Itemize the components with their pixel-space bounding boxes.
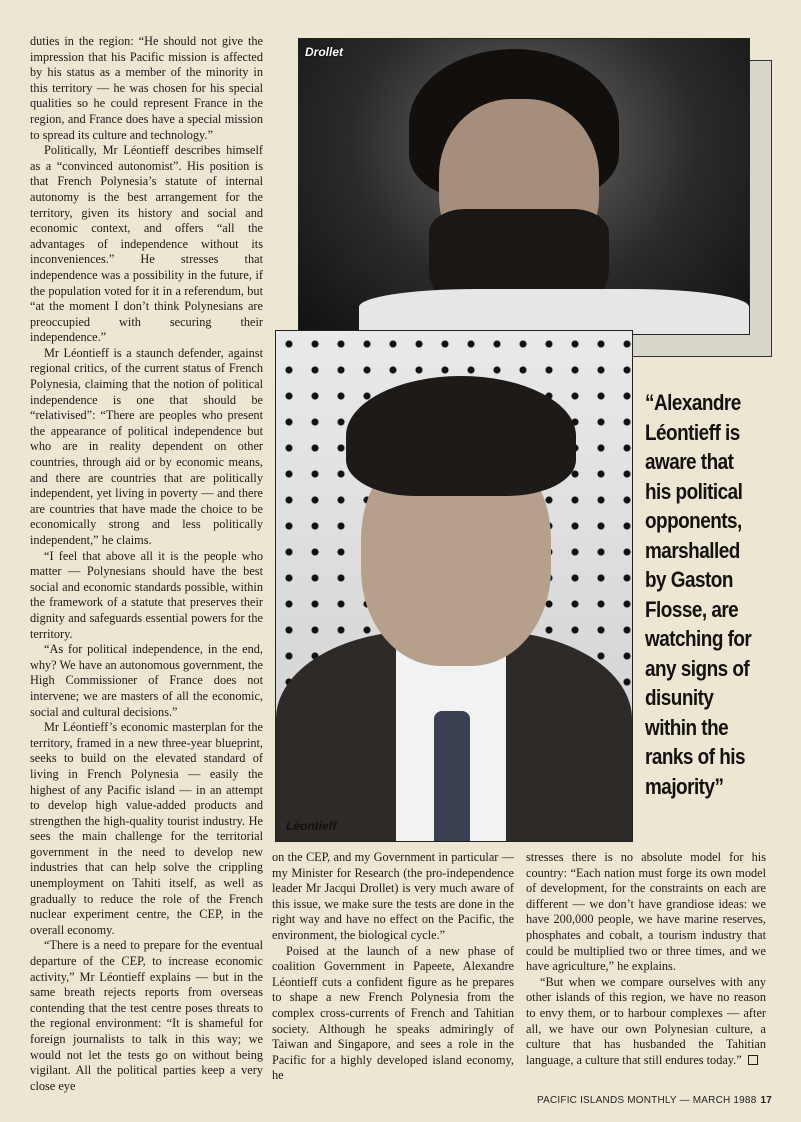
paragraph: on the CEP, and my Government in particular — my Minister for Research (the pro-independence leader Mr Jacqui Drollet) is very much aware of this issue, we make sure the tests are done in the right way and have no effect on the Pacific, the environment, the biological cycle.” <box>272 850 514 942</box>
hair-shape <box>346 376 576 496</box>
shirt-shape <box>359 289 749 335</box>
article-column-2 <box>272 850 514 1095</box>
paragraph: “There is a need to prepare for the eventual departure of the CEP, to increase economic activity,” Mr Léontieff explains — but in the same breath rejects reports from overseas contending that the test centre poses threats to the regional environment: “It is shameful for foreign journalists to talk in this way; we would not let the tests go on without being vigilant. All the political parties keep a very close eye <box>30 938 263 1093</box>
article-column-1 <box>30 34 263 1094</box>
tie-shape <box>434 711 470 842</box>
paragraph: stresses there is no absolute model for his country: “Each nation must forge its own model of development, for the constraints on each are different — we don’t have grandiose ideas: we have 200,000 people, we have marine reserves, phosphates and cobalt, a tourism industry that could be multiplied two or three times, and we have agriculture,” he explains. <box>526 850 766 974</box>
paragraph: “As for political independence, in the end, why? We have an autonomous government, the High Commissioner of France does not intervene; we are masters of all the economic, social and cultural decisions.” <box>30 642 263 719</box>
page-footer <box>536 1095 772 1106</box>
page-number: 17 <box>760 1095 772 1106</box>
pull-quote: “Alexandre Léontieff is aware that his political opponents, marshalled by Gaston Flosse, are watching for any signs of disunity within the ranks of his majority” <box>645 390 752 799</box>
paragraph: Mr Léontieff is a staunch defender, against regional critics, of the current status of French Polynesia, claiming that the notion of political independence is one that should be “relativised”: “There are peoples who present the appearance of political independence but who are in reality dependent on other countries, through aid or by economic means, and there are countries that are politically independent, yet living in poverty — and there are countries that have made the choice to be economically strong and less politically independent,” he claims. <box>30 345 263 547</box>
paragraph-text: “But when we compare ourselves with any other islands of this region, we have no reason to envy them, or to harbour complexes — after all, we have our own Polynesian culture, a culture that has husbanded the Tahitian language, a culture that still endures today.” <box>526 974 766 1067</box>
paragraph: Politically, Mr Léontieff describes himself as a “convinced autonomist”. His position is that French Polynesia’s statute of internal autonomy is the best arrangement for the territory, given its history and social and economic context, and offers “all the advantages of independence without its inconveniences.” He stresses that independence was a possibility in the future, if the population voted for it in a referendum, but “at the moment I don’t think Polynesians are preoccupied with securing their independence.” <box>30 143 263 345</box>
photo-leontieff <box>275 330 633 842</box>
paragraph: “I feel that above all it is the people who matter — Polynesians should have the best social and economic standards possible, within the framework of a statute that preserves their dignity and safeguards essential powers for the territory. <box>30 548 263 641</box>
paragraph: Poised at the launch of a new phase of coalition Government in Papeete, Alexandre Léontieff cuts a confident figure as he prepares to shape a new French Polynesia from the complex cross-currents of French and Tahitian society. Although he speaks admiringly of Taiwan and Singapore, and sees a role in the Pacific for a highly developed island economy, he <box>272 943 514 1083</box>
photo-drollet <box>298 38 750 335</box>
article-column-3 <box>526 850 766 1095</box>
end-mark-icon <box>748 1055 758 1065</box>
publication-line: PACIFIC ISLANDS MONTHLY — MARCH 1988 <box>536 1095 757 1106</box>
paragraph: Mr Léontieff’s economic masterplan for the territory, framed in a new three-year blueprint, seeks to build on the elevated standard of living in French Polynesia — easily the highest of any Pacific island — in an attempt to develop high value-added products and strengthen the high-quality tourist industry. He sees the main challenge for the territorial government in the need to develop new industries that can help solve the crippling unemployment on Tahiti itself, as well as gradually to reduce the role of the French nuclear experiment centre, the CEP, in the overall economy. <box>30 720 263 937</box>
paragraph <box>526 975 766 1069</box>
photo-caption-leontieff: Léontieff <box>286 819 337 833</box>
paragraph: duties in the region: “He should not give the impression that his Pacific mission is affected by his status as a member of the minority in this territory — he was chosen for his special qualities so he could represent France in the region, and France does have a special mission to spread its culture and technology.” <box>30 34 263 142</box>
photo-caption-drollet: Drollet <box>305 45 344 59</box>
